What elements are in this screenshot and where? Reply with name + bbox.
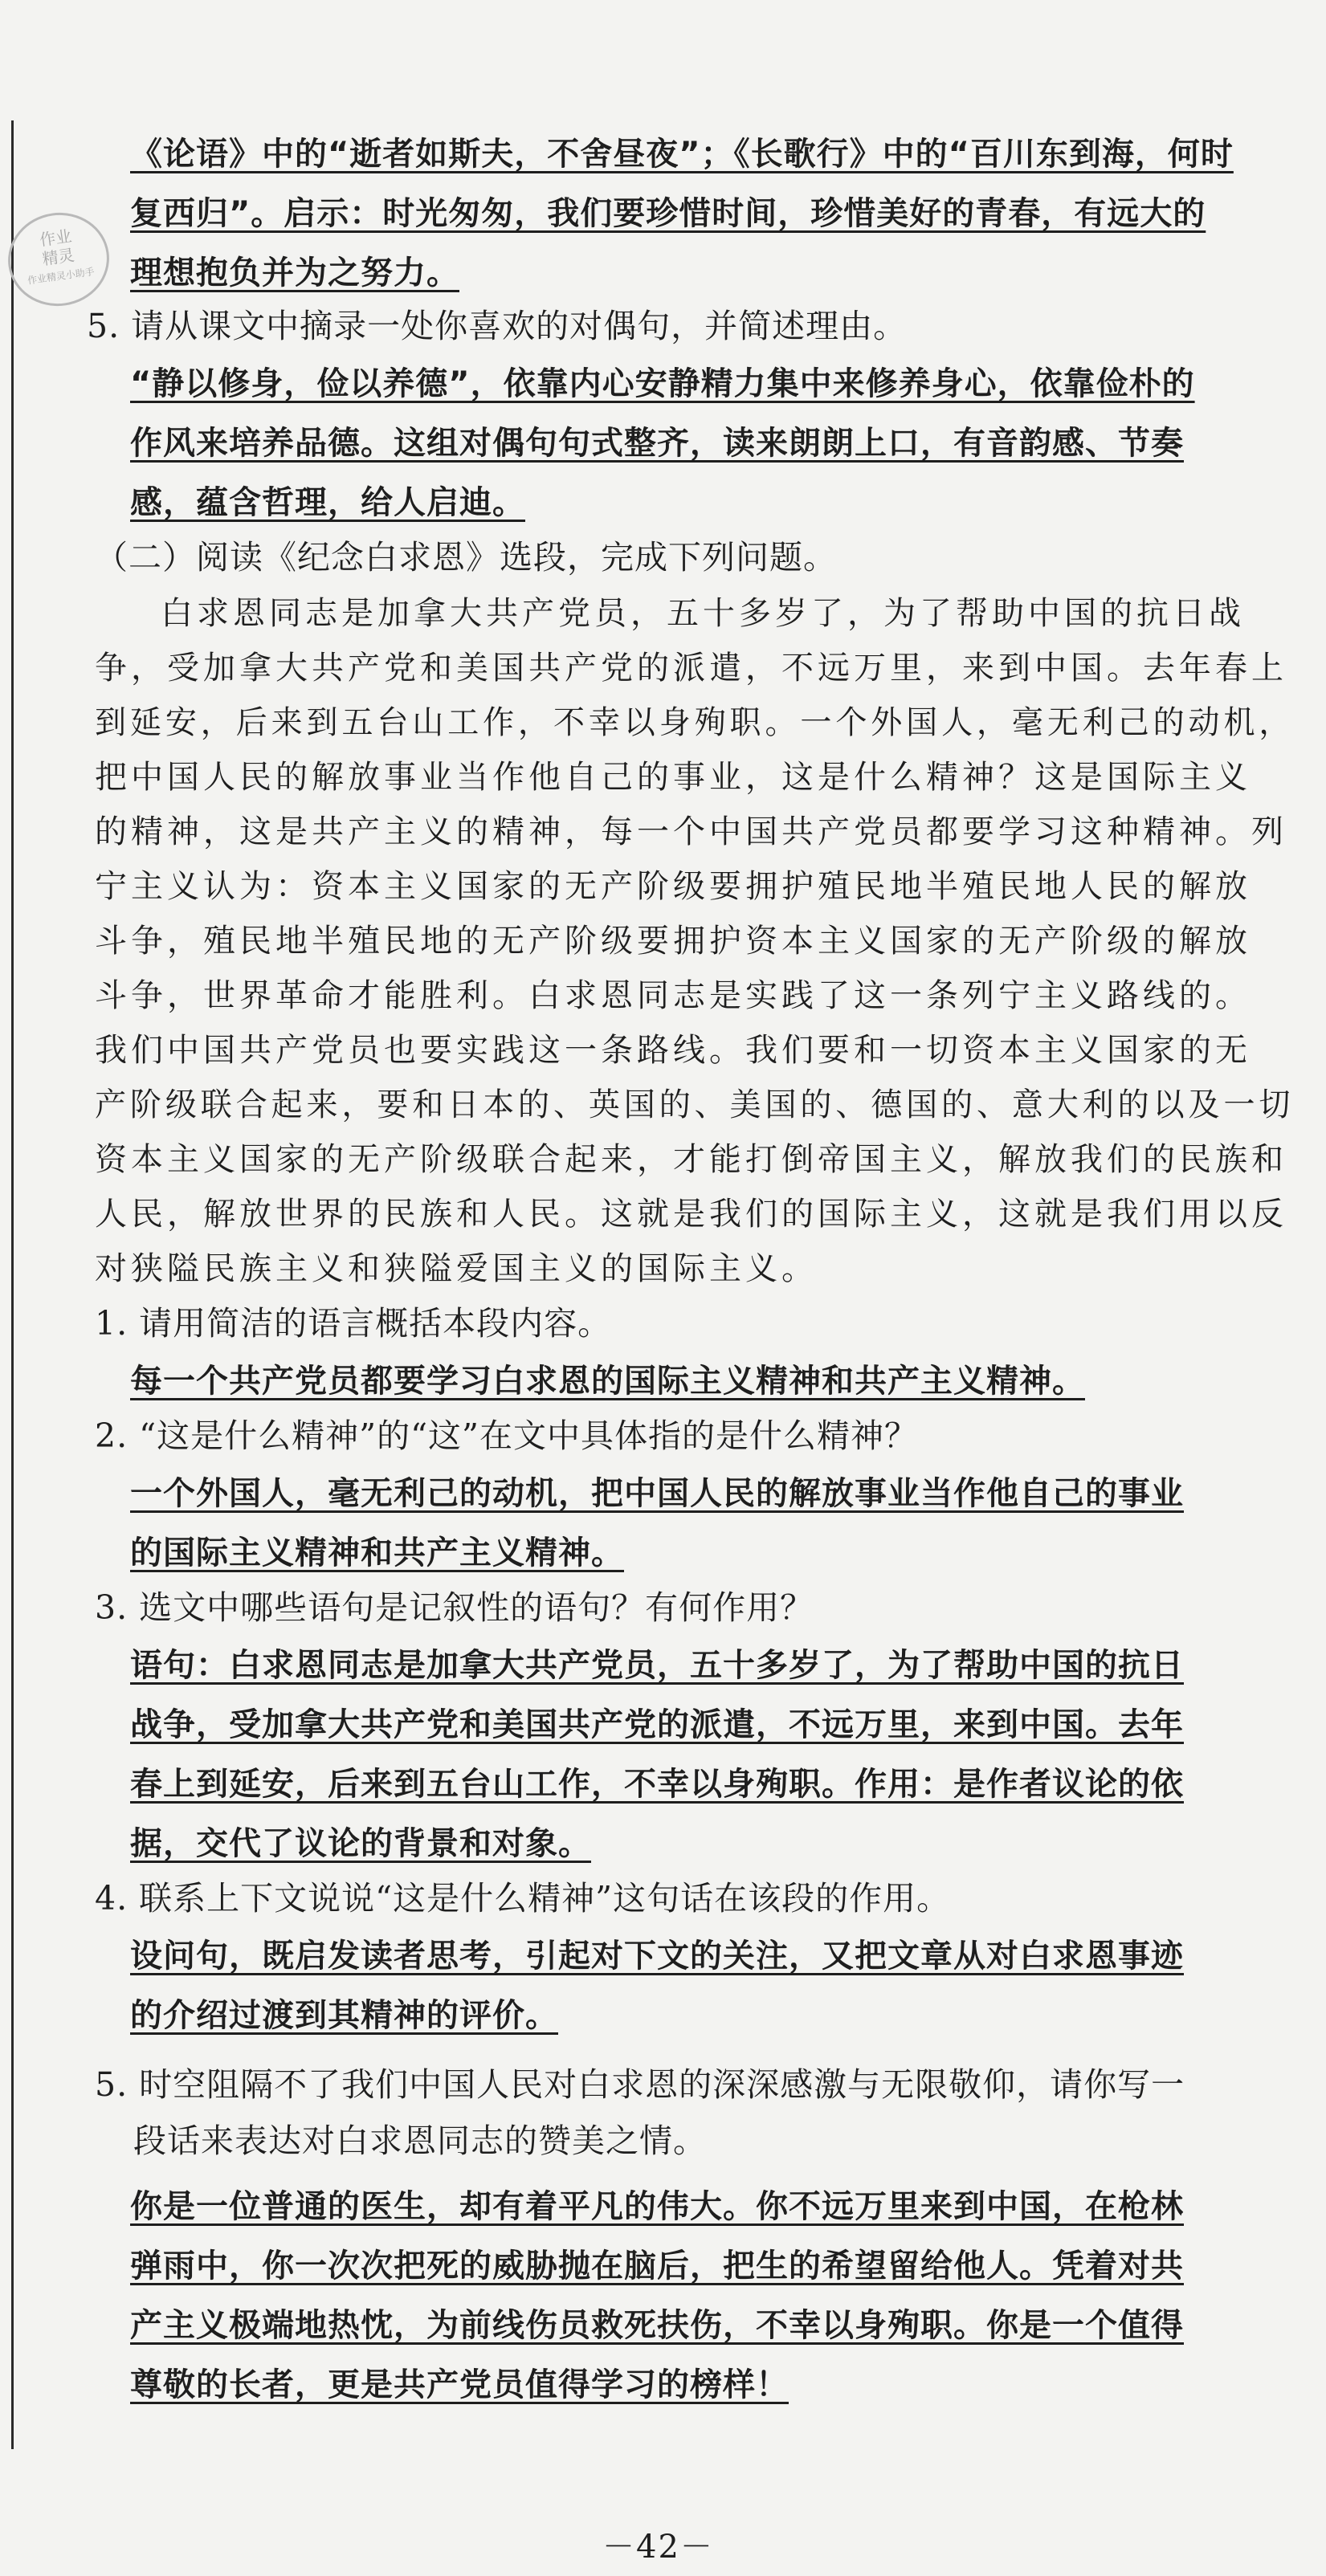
passage-line: 的精神，这是共产主义的精神，每一个中国共产党员都要学习这种精神。列 (95, 813, 1287, 850)
passage-line: 人民，解放世界的民族和人民。这就是我们的国际主义，这就是我们用以反 (95, 1196, 1287, 1233)
passage-line: 到延安，后来到五台山工作，不幸以身殉职。一个外国人，毫无利己的动机， (95, 704, 1295, 741)
passage-line: 对狭隘民族主义和狭隘爱国主义的国际主义。 (95, 1250, 818, 1287)
answer-line: 每一个共产党员都要学习白求恩的国际主义精神和共产主义精神。 (130, 1363, 1085, 1400)
answer-line: 语句：白求恩同志是加拿大共产党员，五十多岁了，为了帮助中国的抗日 (130, 1647, 1184, 1684)
answer-line: 的国际主义精神和共产主义精神。 (130, 1535, 624, 1571)
page-number: －42－ (602, 2529, 714, 2566)
question-2: 2. “这是什么精神”的“这”在文中具体指的是什么精神？ (95, 1416, 918, 1455)
passage-line: 宁主义认为：资本主义国家的无产阶级要拥护殖民地半殖民地人民的解放 (95, 868, 1251, 905)
passage-line: 我们中国共产党员也要实践这一条路线。我们要和一切资本主义国家的无 (95, 1032, 1251, 1069)
question-1: 1. 请用简洁的语言概括本段内容。 (95, 1304, 612, 1343)
answer-line: 战争，受加拿大共产党和美国共产党的派遣，不远万里，来到中国。去年 (130, 1706, 1184, 1743)
answer-line: 春上到延安，后来到五台山工作，不幸以身殉职。作用：是作者议论的依 (130, 1766, 1184, 1803)
margin-line (11, 120, 14, 2449)
answer-line: 你是一位普通的医生，却有着平凡的伟大。你不远万里来到中国，在枪林 (130, 2188, 1184, 2225)
section-heading: （二）阅读《纪念白求恩》选段，完成下列问题。 (95, 538, 837, 577)
passage-line: 白求恩同志是加拿大共产党员，五十多岁了，为了帮助中国的抗日战 (161, 595, 1245, 632)
question-4: 4. 联系上下文说说“这是什么精神”这句话在该段的作用。 (95, 1879, 951, 1918)
passage-line: 争，受加拿大共产党和美国共产党的派遣，不远万里，来到中国。去年春上 (95, 650, 1287, 687)
answer-line: 理想抱负并为之努力。 (130, 255, 459, 291)
answer-line: 尊敬的长者，更是共产党员值得学习的榜样！ (130, 2366, 789, 2403)
answer-line: 设问句，既启发读者思考，引起对下文的关注，又把文章从对白求恩事迹 (130, 1938, 1184, 1975)
question-5: 5. 请从课文中摘录一处你喜欢的对偶句，并简述理由。 (87, 307, 908, 345)
answer-line: “静以修身，俭以养德”，依靠内心安静精力集中来修养身心，依靠俭朴的 (130, 365, 1195, 402)
passage-line: 把中国人民的解放事业当作他自己的事业，这是什么精神？这是国际主义 (95, 759, 1251, 796)
passage-line: 斗争，世界革命才能胜利。白求恩同志是实践了这一条列宁主义路线的。 (95, 977, 1251, 1014)
passage-line: 斗争，殖民地半殖民地的无产阶级要拥护资本主义国家的无产阶级的解放 (95, 923, 1251, 960)
question-5: 5. 时空阻隔不了我们中国人民对白求恩的深深感激与无限敬仰，请你写一 (95, 2065, 1185, 2104)
stamp-text-1: 作业 (38, 226, 73, 250)
passage-line: 资本主义国家的无产阶级联合起来，才能打倒帝国主义，解放我们的民族和 (95, 1141, 1287, 1178)
stamp-text-3: 作业精灵小助手 (27, 266, 96, 287)
answer-line: 据，交代了议论的背景和对象。 (130, 1825, 591, 1862)
answer-line: 《论语》中的“逝者如斯夫，不舍昼夜”；《长歌行》中的“百川东到海，何时 (130, 136, 1234, 173)
question-5-cont: 段话来表达对白求恩同志的赞美之情。 (133, 2122, 707, 2160)
answer-line: 的介绍过渡到其精神的评价。 (130, 1997, 558, 2034)
stamp-text-2: 精灵 (41, 245, 76, 269)
answer-line: 感，蕴含哲理，给人启迪。 (130, 484, 525, 521)
question-3: 3. 选文中哪些语句是记叙性的语句？有何作用？ (95, 1588, 814, 1627)
passage-line: 产阶级联合起来，要和日本的、英国的、美国的、德国的、意大利的以及一切 (95, 1086, 1295, 1123)
answer-line: 一个外国人，毫无利己的动机，把中国人民的解放事业当作他自己的事业 (130, 1475, 1184, 1512)
watermark-stamp (2, 206, 116, 312)
answer-line: 弹雨中，你一次次把死的威胁抛在脑后，把生的希望留给他人。凭着对共 (130, 2248, 1184, 2285)
answer-line: 复西归”。启示：时光匆匆，我们要珍惜时间，珍惜美好的青春，有远大的 (130, 195, 1206, 232)
answer-line: 产主义极端地热忱，为前线伤员救死扶伤，不幸以身殉职。你是一个值得 (130, 2307, 1184, 2344)
answer-line: 作风来培养品德。这组对偶句句式整齐，读来朗朗上口，有音韵感、节奏 (130, 425, 1184, 462)
